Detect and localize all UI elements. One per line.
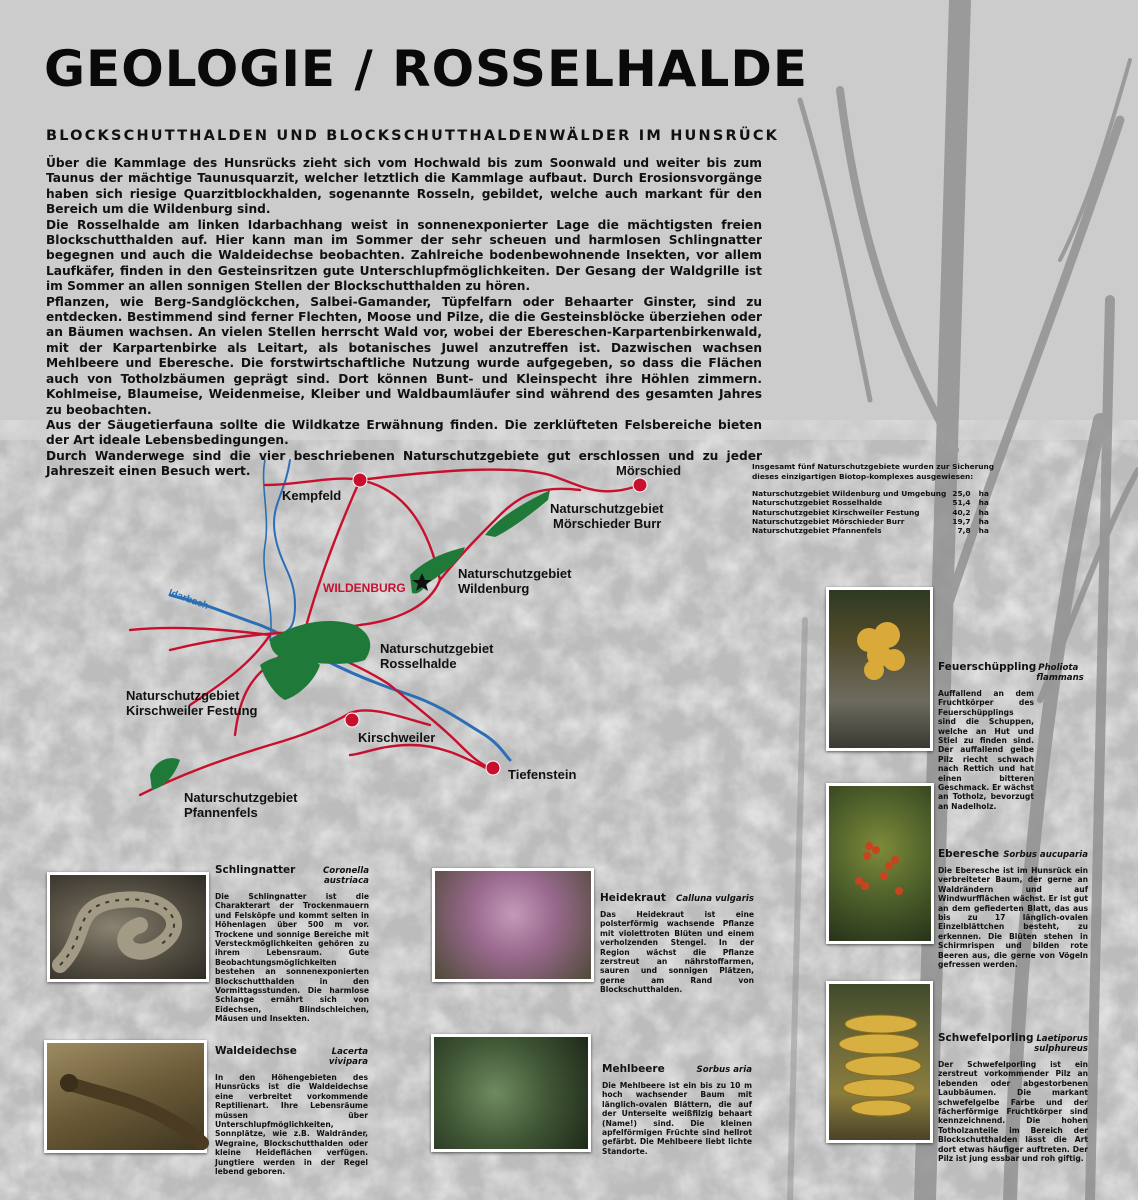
intro-paragraph: Pflanzen, wie Berg-Sandglöckchen, Salbei-Gamander, Tüpfelfarn oder Behaarter Ginster, sind zu entdecken. Bestimmend sind ferner Flechten, Moose und Pilze, die die Gesteinsblöcke überziehen oder an Bäumen wachsen. An vielen Stellen herrscht Wald vor, wobei der Ebereschen-Karpartenbirkenwald, mit der Karpartenbirke als Leitart, als botanisches Juwel anzutreffen ist. Dazwischen wachsen Mehlbeere und Eberesche. Die forstwirtschaftliche Nutzung wurde aufgegeben, so dass die Flächen auch von Totholzbäumen geprägt sind. Dort können Bunt- und Kleinspecht ihre Höhlen zimmern. Kohlmeise, Blaumeise, Weidenmeise, Kleiber und Waldbaumläufer sind während des gesamten Jahres zu beobachten. bbox=[46, 294, 762, 417]
reserve-area: 25,0 bbox=[952, 489, 971, 499]
species-card-schlingnatter bbox=[215, 866, 369, 1024]
map-label-nsg: Naturschutzgebiet bbox=[126, 688, 240, 703]
reserve-area-table bbox=[752, 462, 1022, 535]
reserve-area: 51,4 bbox=[952, 498, 971, 508]
intro-paragraph: Die Rosselhalde am linken Idarbachhang weist in sonnenexponierter Lage die mächtigsten freien Blockschutthalden auf. Hier kann man im Sommer der sehr scheuen und harmlosen Schlingnatter begegnen und auch die Waldeidechse beobachten. Zahlreiche bodenbewohnende Insekten, vor allem Laufkäfer, finden in den Gesteinsritzen gute Unterschlupfmöglichkeiten. Der Gesang der Waldgrille ist im Sommer an allen sonnigen Stellen der Blockschutthalden zu hören. bbox=[46, 217, 762, 294]
reserve-name: Naturschutzgebiet Mörschieder Burr bbox=[752, 516, 905, 526]
reserve-area: 40,2 bbox=[952, 507, 971, 517]
section-subtitle: BLOCKSCHUTTHALDEN UND BLOCKSCHUTTHALDENWÄLDER IM HUNSRÜCK bbox=[46, 128, 780, 144]
photo-schlingnatter bbox=[47, 872, 209, 982]
area-unit: ha bbox=[978, 498, 989, 508]
idarbach-river bbox=[170, 595, 510, 760]
photo-waldeidechse bbox=[44, 1040, 207, 1153]
species-card-heidekraut bbox=[600, 894, 754, 995]
map-label-tiefenstein: Tiefenstein bbox=[508, 767, 577, 782]
species-name: Eberesche bbox=[938, 848, 1000, 860]
photo-heidekraut bbox=[432, 868, 594, 982]
bracket-fungus-illustration bbox=[829, 984, 930, 1140]
species-card-eberesche bbox=[938, 850, 1088, 969]
species-description: Auffallend an dem Fruchtkörper des Feuerschüpplings sind die Schuppen, welche an Hut und Stiel zu finden sind. Der auffallend gelbe Pilz riecht schwach nach Rettich und hat einen bitteren Geschmack. Er wächst an Totholz, bevorzugt an Nadelholz. bbox=[938, 689, 1034, 811]
area-unit: ha bbox=[978, 489, 989, 499]
species-name: Mehlbeere bbox=[602, 1063, 665, 1075]
species-card-mehlbeere bbox=[602, 1065, 752, 1156]
species-description: Die Schlingnatter ist die Charakterart der Trockenmauern und Felsköpfe und kommt selten in Höhenlagen über 500 m vor. Trockene und sonnige Bereiche mit Versteckmöglichkeiten gehören zu ihrem Lebensraum. Gute Beobachtungsmöglichkeiten bestehen an sonnenexponierten Blockschutthalden in den Vormittagsstunden. Die harmlose Schlange ernährt sich von Eidechsen, Blindschleichen, Mäusen und Insekten. bbox=[215, 892, 369, 1024]
photo-eberesche bbox=[826, 783, 934, 944]
fungus-illustration bbox=[829, 590, 930, 748]
species-card-schwefelporling bbox=[938, 1034, 1088, 1163]
map-label-nsg: Naturschutzgebiet bbox=[550, 501, 664, 516]
intro-paragraph: Aus der Säugetierfauna sollte die Wildkatze Erwähnung finden. Die zerklüfteten Felsbereiche bieten der Art ideale Lebensbedingungen. bbox=[46, 417, 762, 448]
map-label-moerschied: Mörschied bbox=[616, 463, 682, 478]
species-description: In den Höhengebieten des Hunsrücks ist die Waldeidechse eine verbreitet vorkommende Reptilienart. Ihre Lebensräume müssen über Unterschlupfmöglichkeiten, Sonnplätze, wie z.B. Waldränder, Wegraine, Blockschutthalden oder kleine Heideflächen verfügen. Jungtiere werden in der Regel lebend geboren. bbox=[215, 1073, 368, 1177]
stats-intro: Insgesamt fünf Naturschutzgebiete wurden zur Sicherung dieses einzigartigen Biotop-komplexes ausgewiesen: bbox=[752, 462, 995, 481]
snake-illustration bbox=[50, 875, 206, 979]
reserve-area: 19,7 bbox=[952, 516, 971, 526]
town-marker-tiefenstein bbox=[486, 761, 500, 775]
map-label-nsg: Naturschutzgebiet bbox=[458, 566, 572, 581]
species-description: Das Heidekraut ist eine polsterförmig wachsende Pflanze mit violettroten Blüten und einem verholzenden Stengel. In der Region wächst die Pflanze zerstreut an nährstoffarmen, sauren und sonnigen Plätzen, gerne am Rand von Blockschutthalden. bbox=[600, 910, 754, 995]
species-card-waldeidechse bbox=[215, 1047, 368, 1176]
table-row bbox=[752, 489, 989, 498]
species-latin-name: Coronella austriaca bbox=[323, 866, 369, 886]
species-latin-name: Pholiota flammans bbox=[1036, 663, 1084, 683]
reserve-pfannenfels bbox=[150, 758, 180, 790]
town-marker-kirschweiler bbox=[345, 713, 359, 727]
photo-feuerschuppling bbox=[826, 587, 933, 751]
map-label-kirschweiler-festung: Kirschweiler Festung bbox=[126, 703, 258, 718]
species-latin-name: Lacerta vivipara bbox=[328, 1047, 368, 1067]
map-label-pfannenfels: Pfannenfels bbox=[184, 805, 258, 820]
species-name: Schwefelporling bbox=[938, 1032, 1034, 1044]
lizard-illustration bbox=[47, 1043, 204, 1150]
table-row bbox=[752, 508, 989, 517]
species-name: Waldeidechse bbox=[215, 1045, 297, 1057]
area-unit: ha bbox=[978, 507, 989, 517]
intro-text bbox=[46, 156, 762, 480]
species-name: Feuerschüppling bbox=[938, 661, 1037, 673]
reserve-name: Naturschutzgebiet Wildenburg und Umgebung bbox=[752, 489, 947, 499]
reserve-name: Naturschutzgebiet Rosselhalde bbox=[752, 498, 883, 508]
map-label-rosselhalde: Rosselhalde bbox=[380, 656, 457, 671]
reserve-name: Naturschutzgebiet Kirschweiler Festung bbox=[752, 507, 920, 517]
table-row bbox=[752, 498, 989, 507]
page-title: GEOLOGIE / ROSSELHALDE bbox=[44, 40, 809, 98]
river-line bbox=[270, 460, 295, 640]
reserve-name: Naturschutzgebiet Pfannenfels bbox=[752, 526, 882, 535]
species-latin-name: Calluna vulgaris bbox=[676, 894, 754, 904]
intro-paragraph: Durch Wanderwege sind die vier beschriebenen Naturschutzgebiete gut erschlossen und zu jeder Jahreszeit einen Besuch wert. bbox=[46, 448, 762, 479]
species-description: Die Eberesche ist im Hunsrück ein verbreiteter Baum, der gerne an Waldrändern und auf Windwurfflächen wächst. Er ist gut an dem gefiederten Blatt, das aus bis zu 17 länglich-ovalen Einzelblättchen besteht, zu erkennen. Die Blüten stehen in Schirmrispen und bilden rote Beeren aus, die gerne von Vögeln gefressen werden. bbox=[938, 866, 1088, 970]
area-unit: ha bbox=[978, 516, 989, 526]
species-latin-name: Laetiporus sulphureus bbox=[1034, 1034, 1088, 1054]
photo-schwefelporling bbox=[826, 981, 933, 1143]
reserve-moerschieder-burr bbox=[485, 490, 550, 537]
map-label-kempfeld: Kempfeld bbox=[282, 488, 342, 503]
berries-illustration bbox=[829, 786, 931, 941]
species-description: Die Mehlbeere ist ein bis zu 10 m hoch wachsender Baum mit länglich-ovalen Blättern, die auf der Unterseite weißfilzig behaart (Name!) sind. Die kleinen apfelförmigen Früchte sind hellrot gefärbt. Die Mehlbeere liebt lichte Standorte. bbox=[602, 1081, 752, 1156]
reserve-map bbox=[110, 455, 682, 835]
map-label-kirschweiler: Kirschweiler bbox=[358, 730, 436, 745]
intro-paragraph: Über die Kammlage des Hunsrücks zieht sich vom Hochwald bis zum Soonwald und weiter bis zum Taunus der mächtige Taunusquarzit, welcher letztlich die Kammlage aufbaut. Durch Erosionsvorgänge haben sich riesige Quarzitblockhalden, sogenannte Rosseln, gebildet, welche auch markant für den Bereich um die Wildenburg sind. bbox=[46, 156, 762, 217]
species-description: Der Schwefelporling ist ein zerstreut vorkommender Pilz an lebenden oder abgestorbenen Laubbäumen. Die markant schwefelgelbe Farbe und der fächerförmige Fruchtkörper sind kennzeichnend. Die hohen Totholzanteile im Bereich der Blockschutthalden lässt die Art dort etwas häufiger auftreten. Der Pilz ist jung essbar und roh giftig. bbox=[938, 1060, 1088, 1164]
table-row bbox=[752, 517, 989, 526]
map-label-wildenburg: Wildenburg bbox=[458, 581, 530, 596]
town-marker-moerschied bbox=[633, 478, 647, 492]
species-name: Heidekraut bbox=[600, 892, 666, 904]
reserve-area: 7,8 bbox=[957, 526, 971, 535]
species-name: Schlingnatter bbox=[215, 864, 296, 876]
map-label-moerschieder-burr: Mörschieder Burr bbox=[553, 516, 662, 531]
map-label-wildenburg-castle: WILDENBURG bbox=[323, 581, 406, 595]
river-line bbox=[264, 460, 271, 640]
town-marker-kempfeld bbox=[353, 473, 367, 487]
species-card-feuerschuppling bbox=[938, 661, 1084, 811]
area-unit: ha bbox=[978, 526, 989, 535]
stats-table bbox=[752, 489, 989, 535]
species-latin-name: Sorbus aucuparia bbox=[1003, 850, 1088, 860]
map-label-nsg: Naturschutzgebiet bbox=[184, 790, 298, 805]
photo-mehlbeere bbox=[431, 1034, 591, 1152]
table-row bbox=[752, 526, 989, 535]
reserve-kirschweiler-festung bbox=[260, 656, 320, 700]
map-label-nsg: Naturschutzgebiet bbox=[380, 641, 494, 656]
species-latin-name: Sorbus aria bbox=[696, 1065, 752, 1075]
map-label-idarbach: Idarbach bbox=[166, 587, 210, 613]
